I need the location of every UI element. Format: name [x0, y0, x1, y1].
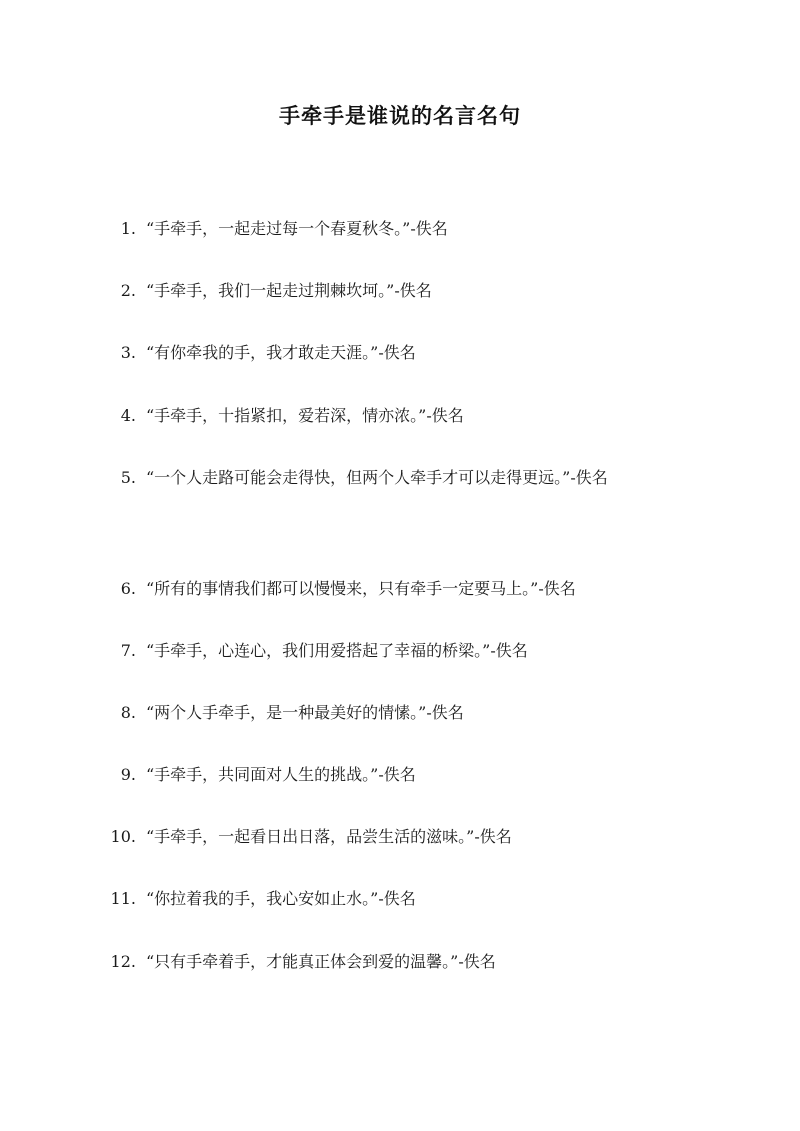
- list-item: [98, 806, 718, 868]
- quote-text: “只有手牵着手，才能真正体会到爱的温馨。”-佚名: [146, 952, 496, 971]
- quote-text: “手牵手，一起走过每一个春夏秋冬。”-佚名: [146, 219, 448, 238]
- item-number: 2.: [120, 281, 136, 300]
- item-number: 1.: [120, 219, 136, 238]
- quote-text: “有你牵我的手，我才敢走天涯。”-佚名: [146, 343, 416, 362]
- list-item: [98, 868, 718, 930]
- quote-text: “手牵手，心连心，我们用爱搭起了幸福的桥梁。”-佚名: [146, 641, 528, 660]
- list-item: [98, 682, 718, 744]
- quote-text: “两个人手牵手，是一种最美好的情愫。”-佚名: [146, 703, 464, 722]
- list-item: [98, 322, 718, 384]
- quote-text: “所有的事情我们都可以慢慢来，只有牵手一定要马上。”-佚名: [146, 579, 576, 598]
- item-number: 6.: [120, 579, 136, 598]
- quote-text: “一个人走路可能会走得快，但两个人牵手才可以走得更远。”-佚名: [146, 468, 608, 487]
- item-number: 4.: [120, 406, 136, 425]
- quote-text: “手牵手，一起看日出日落，品尝生活的滋味。”-佚名: [146, 827, 512, 846]
- list-item: [98, 385, 718, 447]
- list-item: [98, 558, 718, 620]
- item-number: 8.: [120, 703, 136, 722]
- list-item: [98, 260, 718, 322]
- list-item: [98, 620, 718, 682]
- list-item: [98, 744, 718, 806]
- item-number: 7.: [120, 641, 136, 660]
- item-number: 11.: [110, 889, 136, 908]
- item-number: 10.: [110, 827, 136, 846]
- item-number: 12.: [110, 952, 136, 971]
- quote-text: “手牵手，我们一起走过荆棘坎坷。”-佚名: [146, 281, 432, 300]
- page-title: 手牵手是谁说的名言名句: [279, 103, 521, 128]
- list-item: [98, 931, 718, 993]
- quote-text: “手牵手，共同面对人生的挑战。”-佚名: [146, 765, 416, 784]
- list-item: [98, 198, 718, 260]
- quote-text: “手牵手，十指紧扣，爱若深，情亦浓。”-佚名: [146, 406, 464, 425]
- list-item: [98, 447, 718, 509]
- item-number: 9.: [120, 765, 136, 784]
- quote-text: “你拉着我的手，我心安如止水。”-佚名: [146, 889, 416, 908]
- item-number: 5.: [120, 468, 136, 487]
- item-number: 3.: [120, 343, 136, 362]
